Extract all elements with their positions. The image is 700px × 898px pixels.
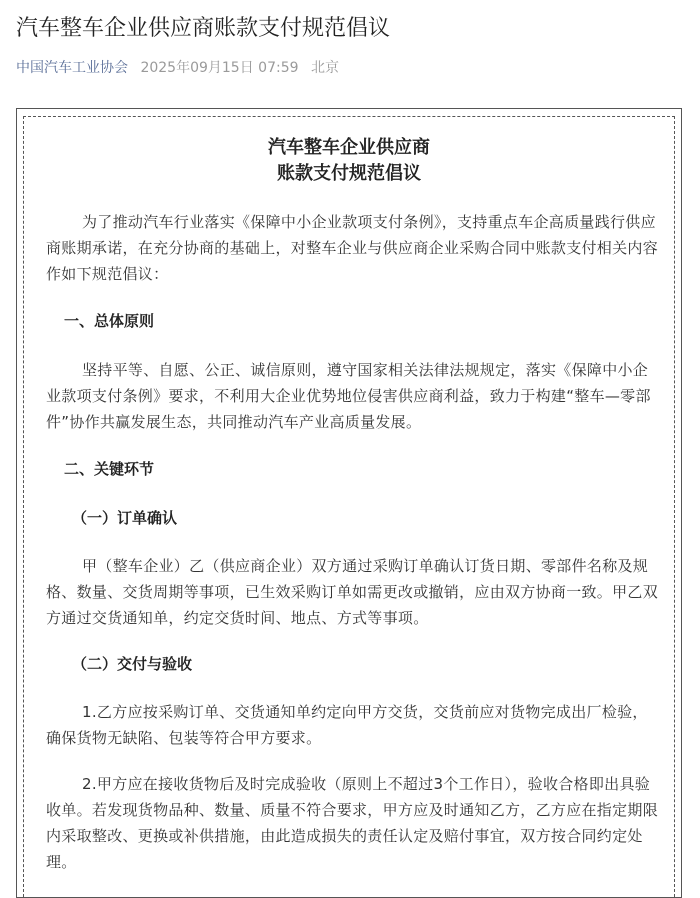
intro-paragraph xyxy=(46,209,662,287)
section1-heading: 一、总体原则 xyxy=(64,312,155,330)
publish-location: 北京 xyxy=(310,60,339,76)
item1-paragraph xyxy=(46,699,662,751)
sub1-text: 甲（整车企业）乙（供应商企业）双方通过采购订单确认订货日期、零部件名称及规格、数量、交货周期等事项，已生效采购订单如需更改或撤销，应由双方协商一致。甲乙双方通过交货通知单，约定交货时间、地点、方式等事项。 xyxy=(46,557,659,627)
section1-paragraph xyxy=(46,357,662,435)
sub1-heading: （一）订单确认 xyxy=(72,509,178,527)
article-title: 汽车整车企业供应商账款支付规范倡议 xyxy=(16,16,391,41)
intro-text: 为了推动汽车行业落实《保障中小企业款项支付条例》，支持重点车企高质量践行供应商账期承诺，在充分协商的基础上，对整车企业与供应商企业采购合同中账款支付相关内容作如下规范倡议： xyxy=(46,213,659,283)
document-frame xyxy=(16,108,682,898)
item1-text: 1.乙方应按采购订单、交货通知单约定向甲方交货，交货前应对货物完成出厂检验，确保货物无缺陷、包装等符合甲方要求。 xyxy=(46,703,648,747)
article-meta xyxy=(16,58,347,78)
publish-datetime: 2025年09月15日 07:59 xyxy=(140,60,299,76)
section2-heading: 二、关键环节 xyxy=(64,460,155,478)
document-title-line2: 账款支付规范倡议 xyxy=(277,163,421,184)
document-title-line1: 汽车整车企业供应商 xyxy=(268,137,430,158)
item2-text: 2.甲方应在接收货物后及时完成验收（原则上不超过3个工作日），验收合格即出具验收单。若发现货物品种、数量、质量不符合要求，甲方应及时通知乙方，乙方应在指定期限内采取整改、更换或补供措施，由此造成损失的责任认定及赔付事宜，双方按合同约定处理。 xyxy=(46,775,659,871)
sub2-heading: （二）交付与验收 xyxy=(72,655,193,673)
document-inner-border xyxy=(23,116,675,897)
item2-paragraph xyxy=(46,771,662,875)
sub1-paragraph xyxy=(46,553,662,631)
section1-text: 坚持平等、自愿、公正、诚信原则，遵守国家相关法律法规规定，落实《保障中小企业款项支付条例》要求，不利用大企业优势地位侵害供应商利益，致力于构建“整车—零部件”协作共赢发展生态，共同推动汽车产业高质量发展。 xyxy=(46,361,651,431)
author-link[interactable]: 中国汽车工业协会 xyxy=(16,60,128,76)
